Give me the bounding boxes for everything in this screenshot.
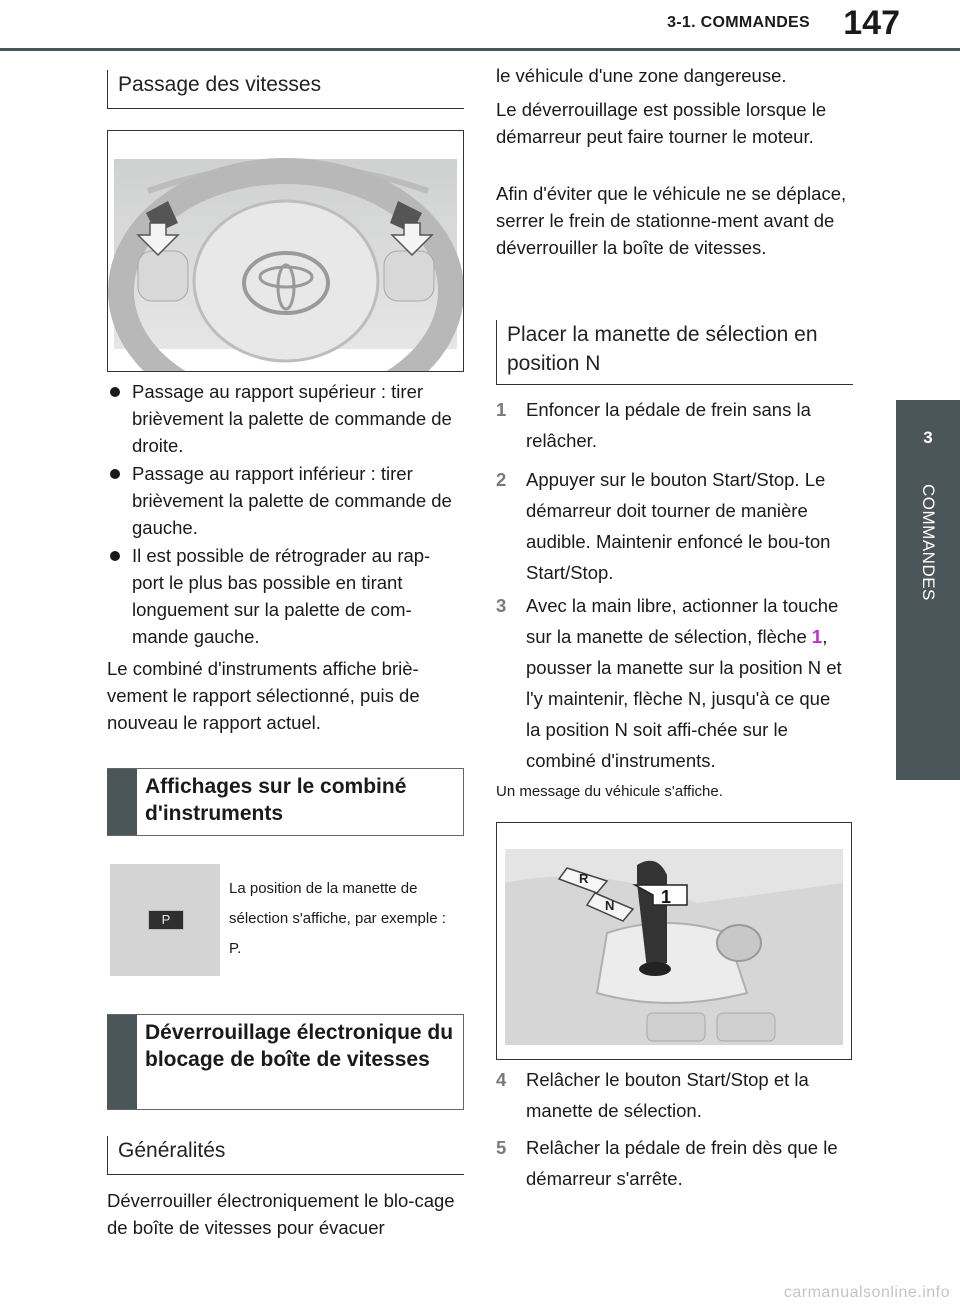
step-text: Relâcher le bouton Start/Stop et la manette de sélection. [526,1069,809,1121]
step-text: Enfoncer la pédale de frein sans la relâcher. [526,399,811,451]
bullet-item [110,460,460,541]
bullet-item [110,542,460,650]
callout-1-label: 1 [661,887,672,907]
heading-text: Placer la manette de sélection en position N [507,323,818,375]
arrow-reference: 1 [811,626,823,647]
heading-text: Passage des vitesses [118,73,322,96]
bullet-dot-icon [110,551,120,561]
paragraph-combine: Le combiné d'instruments affiche briè-vement le rapport sélectionné, puis de nouveau le rapport actuel. [107,658,420,733]
heading-passage-vitesses [107,70,464,109]
step-text: Relâcher la pédale de frein dès que le démarreur s'arrête. [526,1137,838,1189]
header-rule [0,48,960,51]
vehicle-message-note: Un message du véhicule s'affiche. [496,783,723,800]
bullet-item [110,378,460,459]
step-item [496,394,846,456]
watermark: carmanualsonline.info [783,1284,950,1301]
bullet-text: Passage au rapport inférieur : tirer brièvement la palette de commande de gauche. [132,463,452,538]
arrow-n-label: N [605,898,615,913]
step-text [526,590,848,776]
heading-text: Affichages sur le combiné d'instruments [145,775,407,825]
bullet-dot-icon [110,387,120,397]
step-item [496,464,846,588]
page-number: 147 [843,4,900,42]
step-item [496,1132,846,1194]
steering-wheel-illustration [108,131,463,371]
step-number: 3 [496,595,507,616]
chapter-label: COMMANDES [919,484,938,601]
chapter-number: 3 [923,428,933,447]
display-caption: La position de la manette de sélection s'affiche, par exemple : P. [229,880,446,957]
gear-selector-figure [496,822,852,1060]
section-title: 3-1. COMMANDES [667,14,810,31]
paragraph-zone: le véhicule d'une zone dangereuse. [496,65,787,86]
paragraph-frein: Afin d'éviter que le véhicule ne se déplace, serrer le frein de stationne-ment avant de déverrouiller la boîte de vitesses. [496,183,847,258]
paragraph-demarreur: Le déverrouillage est possible lorsque le démarreur peut faire tourner le moteur. [496,99,827,147]
heading-text: Déverrouillage électronique du blocage de boîte de vitesses [145,1021,454,1071]
step-text-part: , pousser la manette sur la position N et l'y maintenir, flèche N, jusqu'à ce que la position N soit affi-chée sur le combiné d'instruments. [526,626,842,771]
heading-placer [496,320,853,385]
gear-selector-illustration [497,823,851,1059]
bullet-text: Il est possible de rétrograder au rap-port le plus bas possible en tirant longuement sur la palette de com-mande gauche. [132,545,431,647]
bullet-text: Passage au rapport supérieur : tirer brièvement la palette de commande de droite. [132,381,452,456]
arrow-r-label: R [579,871,589,886]
heading-text: Généralités [118,1139,226,1162]
step-number: 4 [496,1069,507,1090]
step-number: 1 [496,399,507,420]
step-item [496,1064,846,1126]
heading-tab [107,769,137,835]
step-number: 5 [496,1137,507,1158]
paragraph-generalites: Déverrouiller électroniquement le blo-cage de boîte de vitesses pour évacuer [107,1190,455,1238]
heading-tab [107,1015,137,1109]
heading-deverrouillage [107,1014,464,1110]
steering-wheel-figure [107,130,464,372]
heading-generalites [107,1136,464,1175]
step-text: Appuyer sur le bouton Start/Stop. Le démarreur doit tourner de manière audible. Maintenir enfoncé le bou-ton Start/Stop. [526,469,831,583]
bullet-dot-icon [110,469,120,479]
heading-affichages [107,768,464,836]
display-example-figure [110,864,220,976]
step-text-part: Avec la main libre, actionner la touche sur la manette de sélection, flèche [526,595,839,647]
step-item [496,590,848,776]
gear-indicator: P [148,910,184,930]
step-number: 2 [496,469,507,490]
